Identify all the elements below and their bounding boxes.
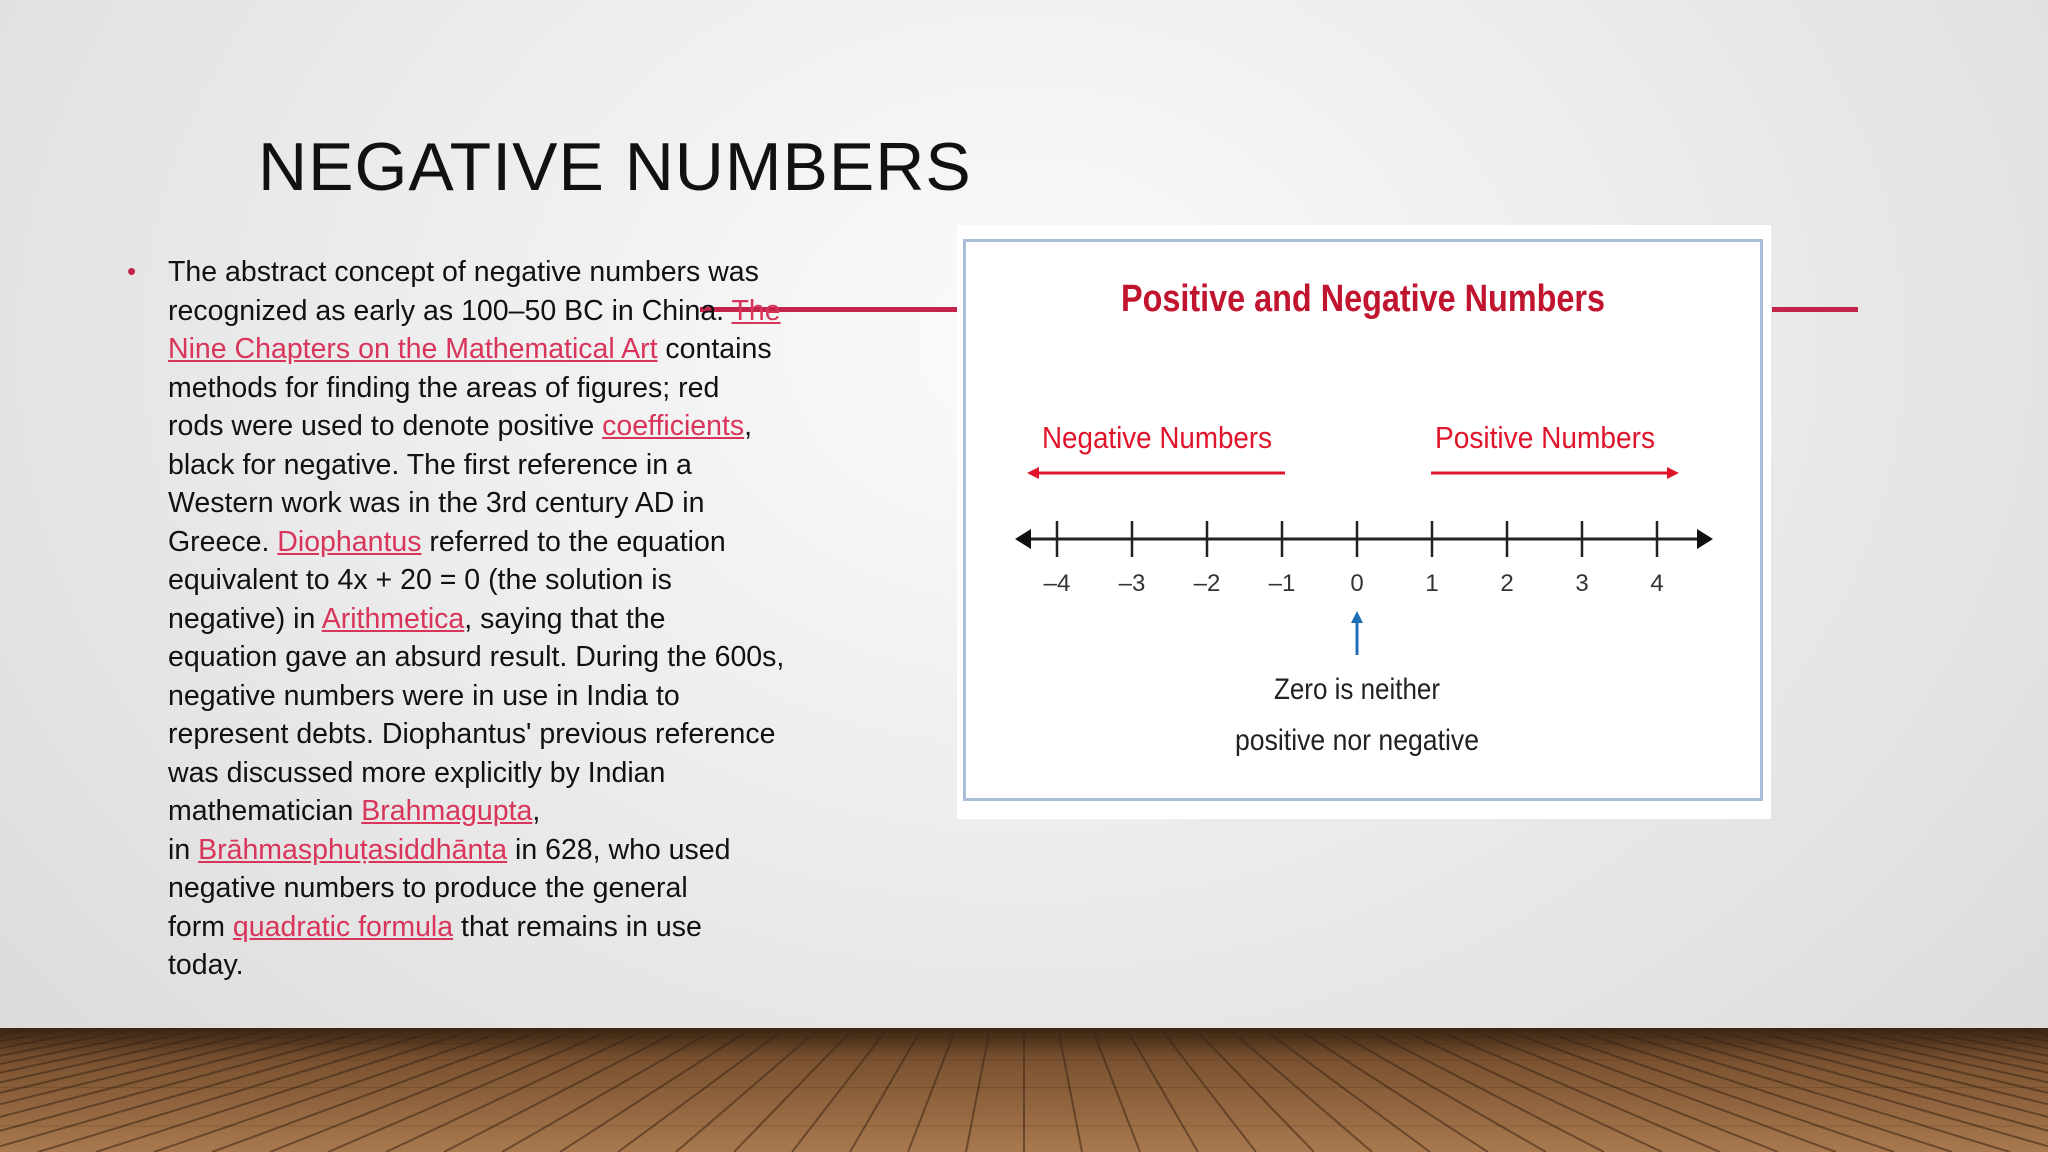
text-run: Western work was in the 3rd century AD in — [168, 487, 705, 519]
accent-line-right — [1772, 307, 1858, 312]
text-link[interactable]: Brahmagupta — [361, 795, 533, 827]
text-run: , saying that the — [464, 602, 666, 635]
text-run: negative numbers were in use in India to — [168, 679, 680, 712]
paragraph-line — [168, 715, 808, 754]
tick-label: 2 — [1500, 570, 1514, 597]
negative-numbers-label: Negative Numbers — [1042, 420, 1272, 455]
text-run: in 628, who used — [507, 833, 731, 866]
text-run: recognized as early as 100–50 BC in China. — [168, 294, 732, 327]
tick-label: 4 — [1650, 570, 1664, 597]
wood-floor-texture — [0, 1028, 2048, 1152]
text-link[interactable]: Nine Chapters on the Mathematical Art — [168, 333, 658, 365]
text-run: negative numbers to produce the general — [168, 872, 688, 904]
tick-label: –3 — [1118, 570, 1146, 597]
text-run: , — [532, 795, 541, 827]
text-run: referred to the equation — [421, 525, 726, 558]
negative-direction-arrow — [1027, 467, 1285, 479]
right-end-arrow-icon — [1697, 529, 1713, 549]
positive-numbers-label: Positive Numbers — [1435, 420, 1655, 455]
number-line-svg — [957, 225, 1771, 819]
text-link[interactable]: Brāhmasphuṭasiddhānta — [198, 833, 508, 866]
tick-label: 1 — [1425, 570, 1439, 597]
text-run: represent debts. Diophantus' previous reference — [168, 718, 776, 750]
text-run: Greece. — [168, 525, 278, 558]
positive-direction-arrow — [1431, 467, 1679, 479]
text-run: contains — [657, 333, 772, 365]
paragraph-line — [168, 638, 808, 677]
tick-label: 0 — [1350, 570, 1364, 597]
paragraph-line — [168, 484, 808, 523]
text-run: equivalent to 4x + 20 = 0 (the solution is — [168, 564, 672, 596]
tick-marks — [1044, 521, 1664, 597]
tick-label: 3 — [1575, 570, 1589, 597]
tick-label: –4 — [1043, 570, 1071, 597]
bullet-icon: • — [127, 256, 137, 286]
paragraph-line — [168, 946, 808, 985]
zero-note-line-1: Zero is neither — [1274, 673, 1441, 706]
text-run: that remains in use — [453, 910, 702, 943]
paragraph-line — [168, 253, 808, 292]
paragraph-line — [168, 831, 808, 870]
paragraph-line — [168, 600, 808, 639]
text-link[interactable]: quadratic formula — [232, 910, 454, 943]
paragraph-line — [168, 369, 808, 408]
text-run: equation gave an absurd result. During the 600s, — [168, 641, 785, 673]
paragraph-line — [168, 561, 808, 600]
text-link[interactable]: The — [731, 294, 781, 327]
text-run: mathematician — [168, 795, 362, 827]
slide-title: NEGATIVE NUMBERS — [258, 129, 972, 205]
text-run: rods were used to denote positive — [168, 410, 603, 442]
paragraph-line — [168, 407, 808, 446]
number-line-figure — [957, 225, 1771, 819]
number-line — [1015, 529, 1713, 549]
paragraph-line — [168, 754, 808, 793]
left-end-arrow-icon — [1015, 529, 1031, 549]
text-run: was discussed more explicitly by Indian — [168, 756, 666, 789]
wood-floor — [0, 1028, 2048, 1152]
text-run: in — [168, 833, 199, 866]
paragraph-line — [168, 792, 808, 831]
text-run: black for negative. The first reference in a — [168, 448, 692, 481]
paragraph-line — [168, 292, 808, 331]
tick-label: –2 — [1193, 570, 1221, 597]
text-run: methods for finding the areas of figures; red — [168, 371, 720, 404]
paragraph-line — [168, 908, 808, 947]
tick-label: –1 — [1268, 570, 1296, 597]
text-run: form — [168, 910, 233, 943]
text-run: , — [744, 410, 753, 442]
paragraph-line — [168, 446, 808, 485]
body-paragraph — [168, 253, 808, 985]
text-link[interactable]: coefficients — [602, 410, 745, 442]
text-link[interactable]: Diophantus — [277, 525, 422, 558]
paragraph-line — [168, 523, 808, 562]
text-link[interactable]: Arithmetica — [321, 602, 465, 635]
zero-note-line-2: positive nor negative — [1235, 724, 1479, 757]
zero-pointer-arrow — [1351, 611, 1363, 655]
text-run: today. — [168, 949, 244, 981]
text-run: The abstract concept of negative numbers was — [168, 256, 759, 288]
figure-title: Positive and Negative Numbers — [1121, 278, 1605, 320]
text-run: negative) in — [168, 602, 322, 635]
paragraph-line — [168, 330, 808, 369]
paragraph-line — [168, 677, 808, 716]
paragraph-line — [168, 869, 808, 908]
